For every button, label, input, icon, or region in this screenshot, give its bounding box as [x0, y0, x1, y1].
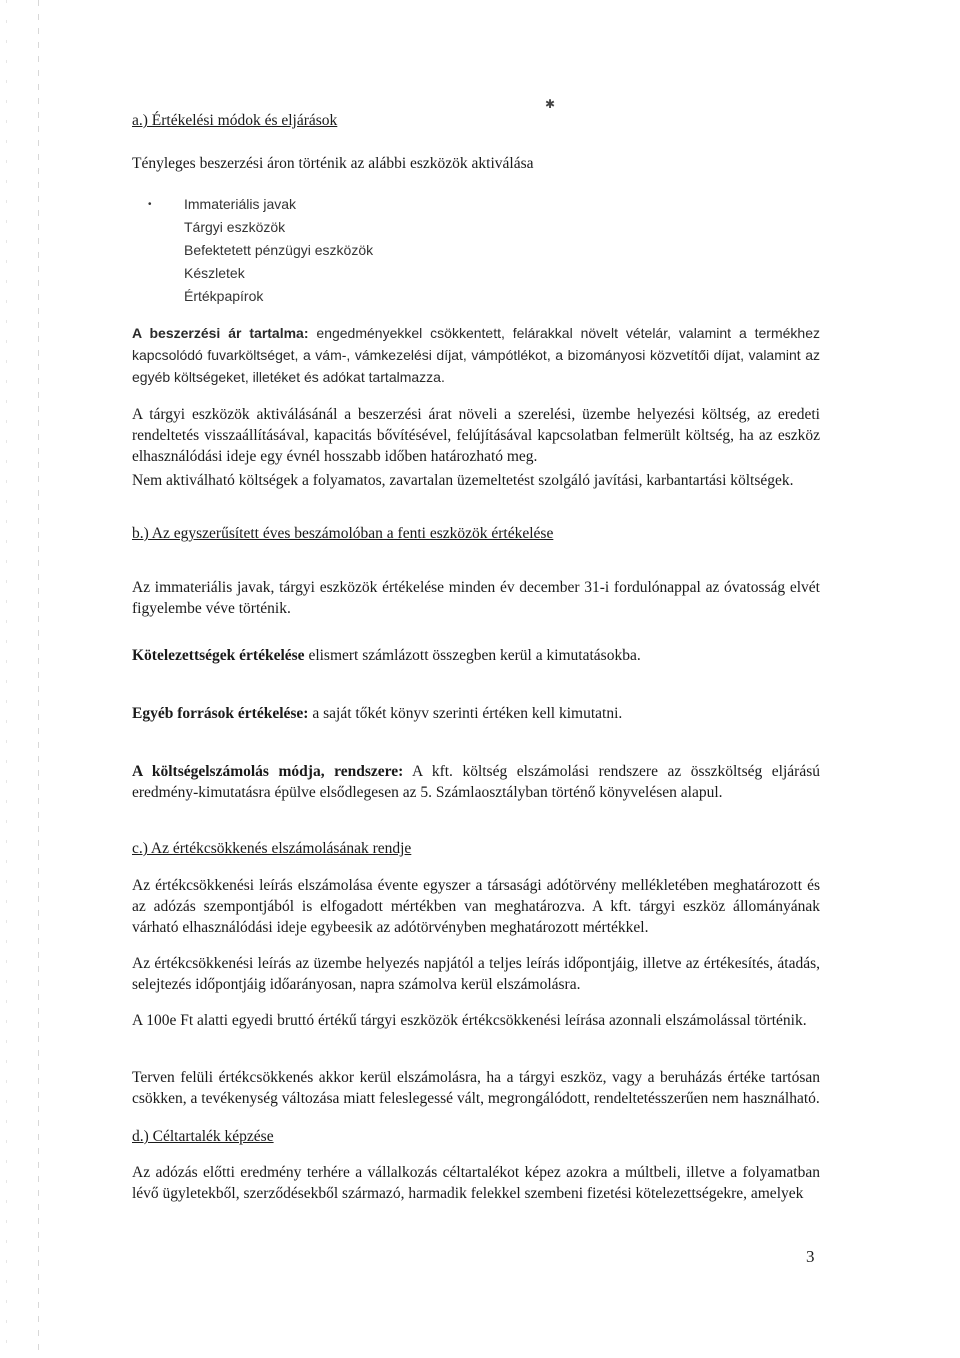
liabilities-paragraph — [132, 645, 820, 666]
section-b-heading: b.) Az egyszerűsített éves beszámolóban a fenti eszközök értékelése — [132, 525, 554, 542]
section-d-heading: d.) Céltartalék képzése — [132, 1128, 274, 1145]
purchase-price-label: A beszerzési ár tartalma: — [132, 325, 309, 341]
list-item: Tárgyi eszközök — [184, 219, 286, 235]
list-item: Készletek — [184, 265, 245, 281]
liabilities-label: Kötelezettségek értékelése — [132, 647, 305, 664]
provision-paragraph: Az adózás előtti eredmény terhére a vállalkozás céltartalékot képez azokra a múltbeli, illetve a folyamatban lévő ügyletekből, szerződésekből származó, harmadik felekkel szembeni fizetési kötelezettségekre, amelyek — [132, 1164, 820, 1202]
list-item: Immateriális javak — [184, 196, 297, 212]
cost-accounting-text: A kft. költség elszámolási rendszere az összköltség eljárású eredmény-kimutatásra épülve elsődlegesen az 5. Számlaosztályban történő könyvelésen alapul. — [132, 763, 820, 801]
list-item: Befektetett pénzügyi eszközök — [184, 242, 374, 258]
list-item: Értékpapírok — [184, 288, 264, 304]
section-c-heading: c.) Az értékcsökkenés elszámolásának rendje — [132, 840, 412, 857]
section-a-intro: Tényleges beszerzési áron történik az alábbi eszközök aktiválása — [132, 155, 534, 172]
liabilities-text: elismert számlázott összegben kerül a kimutatásokba. — [304, 647, 641, 664]
intangible-valuation-paragraph: Az immateriális javak, tárgyi eszközök értékelése minden év december 31-i fordulónappal az óvatosság elvét figyelembe véve történik. — [132, 579, 820, 617]
scan-edge-mark — [6, 0, 7, 1358]
tangible-assets-paragraph: A tárgyi eszközök aktiválásánál a beszerzési árat növeli a szerelési, üzembe helyezési költség, az eredeti rendeltetés visszaállításával, kapacitás bővítésével, felújításával kapcsolatban felmerült költség, ha az eszköz elhasználódási ideje egy évnél hosszabb időben határozható meg. — [132, 406, 820, 465]
cost-accounting-paragraph — [132, 761, 820, 803]
extraordinary-depreciation-paragraph: Terven felüli értékcsökkenés akkor kerül elszámolásra, ha a tárgyi eszköz, vagy a beruházás értéke tartósan csökken, a tevékenység változása miatt feleslegessé vált, megrongálódott, rendeltetésszerűen nem használható. — [132, 1069, 820, 1107]
section-a-heading: a.) Értékelési módok és eljárások — [132, 112, 338, 129]
cost-accounting-label: A költségelszámolás módja, rendszere: — [132, 763, 404, 780]
depreciation-period-paragraph: Az értékcsökkenési leírás az üzembe helyezés napjától a teljes leírás időpontjáig, illetve az értékesítés, átadás, selejtezés időpontjáig időarányosan, napra számolva kerül elszámolásra. — [132, 955, 820, 993]
other-sources-label: Egyéb források értékelése: — [132, 705, 309, 722]
scan-speck: ✱ — [545, 97, 556, 111]
page-number: 3 — [806, 1247, 815, 1266]
scan-edge-mark — [38, 0, 39, 1358]
asset-list — [148, 193, 584, 308]
purchase-price-text: engedményekkel csökkentett, felárakkal növelt vételár, valamint a termékhez kapcsolódó fuvarköltséget, a vám-, vámkezelési díjat, vámpótlékot, a bizományosi közvetítői díjat, valamint az egyéb költségeket, illetéket és adókat tartalmazza. — [132, 325, 820, 385]
other-sources-text: a saját tőkét könyv szerinti értéken kell kimutatni. — [308, 705, 623, 722]
immediate-depreciation-paragraph: A 100e Ft alatti egyedi bruttó értékű tárgyi eszközök értékcsökkenési leírása azonnali elszámolással történik. — [132, 1012, 807, 1029]
purchase-price-paragraph — [132, 322, 820, 388]
list-bullet: • — [148, 199, 152, 210]
non-capitalizable-paragraph: Nem aktiválható költségek a folyamatos, zavartalan üzemeltetést szolgáló javítási, karbantartási költségek. — [132, 472, 794, 489]
depreciation-paragraph: Az értékcsökkenési leírás elszámolása évente egyszer a társasági adótörvény mellékletében meghatározott és az adózás szempontjából is elfogadott mértékben van meghatározva. A kft. tárgyi eszköz állományának várható elhasználódási ideje egybeesik az adótörvényben meghatározott mértékkel. — [132, 877, 820, 936]
other-sources-paragraph — [132, 703, 820, 724]
